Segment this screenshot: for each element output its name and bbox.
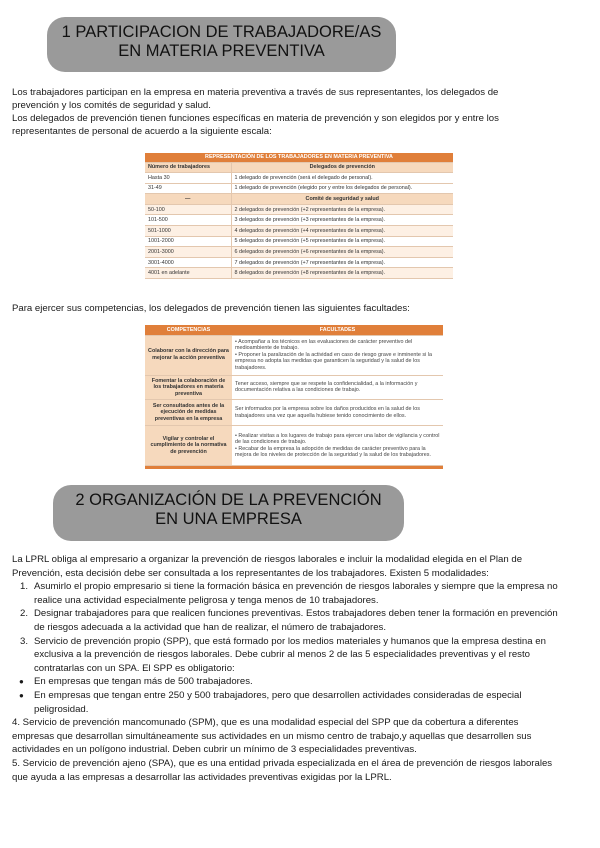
section1-title (47, 17, 396, 72)
powers-table (145, 325, 443, 469)
delegates-cell: 3 delegados de prevención (+3 representantes de la empresa). (231, 215, 453, 226)
delegates-scale-table (145, 153, 453, 279)
list-item (12, 635, 592, 676)
table-row (145, 173, 453, 184)
bullet-item (12, 675, 592, 689)
table-row (145, 268, 453, 279)
workers-cell: 31-49 (145, 183, 231, 194)
intro-line: Los delegados de prevención tienen funciones específicas en materia de prevención y son elegidos por y entre los (12, 113, 499, 124)
list-item (12, 607, 592, 634)
item5-line: que ayuda a las empresas a desarrollar las actividades preventivas exigidas por la LPRL. (12, 771, 392, 783)
competencia-cell: Ser consultados antes de la ejecución de medidas preventivas en la empresa (145, 400, 232, 426)
intro-line: La LPRL obliga al empresario a organizar la prevención de riesgos laborales e incluir la modalidad elegida en el Plan de (12, 554, 523, 565)
facultad-item (235, 406, 440, 419)
delegates-cell: 5 delegados de prevención (+5 representantes de la empresa). (231, 236, 453, 247)
list-marker: 1. (20, 581, 29, 593)
table-row (145, 236, 453, 247)
facultad-text: Realizar visitas a los lugares de trabajo para ejercer una labor de vigilancia y control de las condiciones de trabajo. (235, 432, 440, 446)
item4-line: actividades en un polígono industrial. Deben cubrir un mínimo de 3 especialidades preventivas. (12, 744, 417, 756)
table-footer-bar (145, 466, 443, 469)
list-line: contratarlas con un SPA. El SPP es obligatorio: (34, 662, 235, 674)
item4-line: empresas que desarrollan simultáneamente sus actividades en un mismo centro de trabajo,y aquellas que desarrollen sus (12, 730, 532, 742)
table-row (145, 335, 443, 375)
bullet-line: peligrosidad. (34, 703, 89, 715)
bullet-item (12, 689, 592, 716)
item4-line: 4. Servicio de prevención mancomunado (SPM), que es una modalidad especial del SPP que da cobertura a diferentes (12, 717, 519, 729)
facultad-text: Proponer la paralización de la actividad en caso de riesgo grave e inminente si la empresa no adopta las medidas que garanticen la seguridad y la salud de los trabajadores. (235, 351, 432, 371)
facultad-item: • Acompañar a los técnicos en las evaluaciones de carácter preventivo del medioambiente de trabajo. (235, 338, 413, 352)
facultad-item (235, 381, 440, 394)
list-item (12, 580, 592, 607)
scale-subheader-col2: Comité de seguridad y salud (231, 194, 453, 205)
scale-col2-header: Delegados de prevención (231, 162, 453, 173)
table-row (145, 204, 453, 215)
table-row (145, 226, 453, 237)
intro-line: Los trabajadores participan en la empresa en materia preventiva a través de sus representantes, los delegados de (12, 87, 499, 98)
delegates-cell: 7 delegados de prevención (+7 representantes de la empresa). (231, 257, 453, 268)
facultades-cell (232, 375, 443, 400)
intro-line: Prevención, esta decisión debe ser consultada a los representantes de los trabajadores. Existen 5 modalidades: (12, 567, 489, 579)
section2-title (53, 485, 404, 541)
table-row (145, 257, 453, 268)
bullet-line: En empresas que tengan entre 250 y 500 trabajadores, pero que desarrollen actividades consideradas de especial (34, 689, 522, 701)
list-line: Designar trabajadores para que realicen funciones preventivas. Estos trabajadores deben tener la formación en prevención (34, 608, 558, 620)
workers-cell: 50-100 (145, 204, 231, 215)
intro-line: prevención y los comités de seguridad y salud. (12, 100, 211, 111)
section2-body (12, 553, 592, 784)
facultad-item: • Proponer la paralización de la actividad en caso de riesgo grave e inminente si la empresa no adopta las medidas que garanticen la seguridad y la salud de los trabajadores. (235, 351, 432, 371)
facultad-text: Acompañar a los técnicos en las evaluaciones de carácter preventivo del medioambiente de trabajo. (235, 338, 413, 352)
bullet-icon: ● (19, 677, 24, 687)
section1-intro (12, 86, 592, 138)
table-row (145, 215, 453, 226)
delegates-cell: 4 delegados de prevención (+4 representantes de la empresa). (231, 226, 453, 237)
workers-cell: 3001-4000 (145, 257, 231, 268)
list-line: Asumirlo el propio empresario si tiene la formación básica en prevención de riesgos laborales y siempre que la empresa no (34, 581, 558, 593)
list-line: realice una actividad especialmente peligrosa y tenga menos de 10 trabajadores. (34, 594, 379, 606)
facultades-cell (232, 400, 443, 426)
table-row (145, 247, 453, 258)
section2-title-line2: EN UNA EMPRESA (155, 510, 302, 528)
workers-cell: 2001-3000 (145, 247, 231, 258)
scale-table-caption: REPRESENTACIÓN DE LOS TRABAJADORES EN MATERIA PREVENTIVA (145, 153, 453, 162)
workers-cell: Hasta 30 (145, 173, 231, 184)
facultad-text: Recabar de la empresa la adopción de medidas de carácter preventivo para la mejora de los niveles de protección de la seguridad y la salud de los trabajadores. (235, 445, 431, 459)
competencia-cell: Colaborar con la dirección para mejorar la acción preventiva (145, 335, 232, 375)
delegates-cell: 6 delegados de prevención (+6 representantes de la empresa). (231, 247, 453, 258)
intro-line: representantes de personal de acuerdo a la siguiente escala: (12, 126, 272, 137)
scale-subheader-col1: — (145, 194, 231, 205)
powers-intro (12, 302, 592, 315)
delegates-cell: 1 delegado de prevención (elegido por y entre los delegados de personal). (231, 183, 453, 194)
facultad-text: Tener acceso, siempre que se respete la confidencialidad, a la información y documentación relativa a las condiciones de trabajo. (235, 380, 418, 394)
scale-col1-header: Número de trabajadores (145, 162, 231, 173)
workers-cell: 501-1000 (145, 226, 231, 237)
delegates-cell: 1 delegado de prevención (será el delegado de personal). (231, 173, 453, 184)
item5-line: 5. Servicio de prevención ajeno (SPA), que es una entidad privada especializada en el área de prevención de riesgos laborales (12, 757, 553, 769)
workers-cell: 1001-2000 (145, 236, 231, 247)
section1-title-line1: 1 PARTICIPACION DE TRABAJADORE/AS (61, 23, 382, 41)
list-line: Servicio de prevención propio (SPP), que está formado por los medios materiales y humanos que la empresa destina en (34, 635, 546, 647)
list-marker: 2. (20, 608, 29, 620)
section2-title-line1: 2 ORGANIZACIÓN DE LA PREVENCIÓN (75, 491, 382, 509)
facultades-cell (232, 426, 443, 466)
facultad-item: • Realizar visitas a los lugares de trabajo para ejercer una labor de vigilancia y control de las condiciones de trabajo. (235, 432, 440, 446)
powers-col2-header: FACULTADES (232, 325, 443, 335)
list-line: de riesgos adecuada a la actividad que han de realizar, el número de trabajadores. (34, 621, 387, 633)
facultad-item: • Recabar de la empresa la adopción de medidas de carácter preventivo para la mejora de los niveles de protección de la seguridad y la salud de los trabajadores. (235, 445, 431, 459)
facultad-text: Ser informados por la empresa sobre los daños producidos en la salud de los trabajadores una vez que aquella hubiese tenido conocimiento de ellos. (235, 406, 420, 419)
competencia-cell: Vigilar y controlar el cumplimiento de la normativa de prevención (145, 426, 232, 466)
bullet-icon: ● (19, 690, 24, 700)
list-marker: 3. (20, 635, 29, 647)
table-row (145, 183, 453, 194)
list-line: exclusiva a la prevención de riesgos laborales. Debe cubrir al menos 2 de las 5 especialidades preventivas y el resto (34, 649, 530, 661)
delegates-cell: 8 delegados de prevención (+8 representantes de la empresa). (231, 268, 453, 279)
table-row (145, 400, 443, 426)
facultades-cell (232, 335, 443, 375)
powers-col1-header: COMPETENCIAS (145, 325, 232, 335)
workers-cell: 4001 en adelante (145, 268, 231, 279)
table-row (145, 375, 443, 400)
section1-title-line2: EN MATERIA PREVENTIVA (118, 42, 325, 60)
competencia-cell: Fomentar la colaboración de los trabajadores en materia preventiva (145, 375, 232, 400)
workers-cell: 101-500 (145, 215, 231, 226)
delegates-cell: 2 delegados de prevención (+2 representantes de la empresa). (231, 204, 453, 215)
bullet-line: En empresas que tengan más de 500 trabajadores. (34, 676, 253, 688)
powers-intro-text: Para ejercer sus competencias, los delegados de prevención tienen las siguientes facultades: (12, 303, 410, 314)
table-row (145, 426, 443, 466)
